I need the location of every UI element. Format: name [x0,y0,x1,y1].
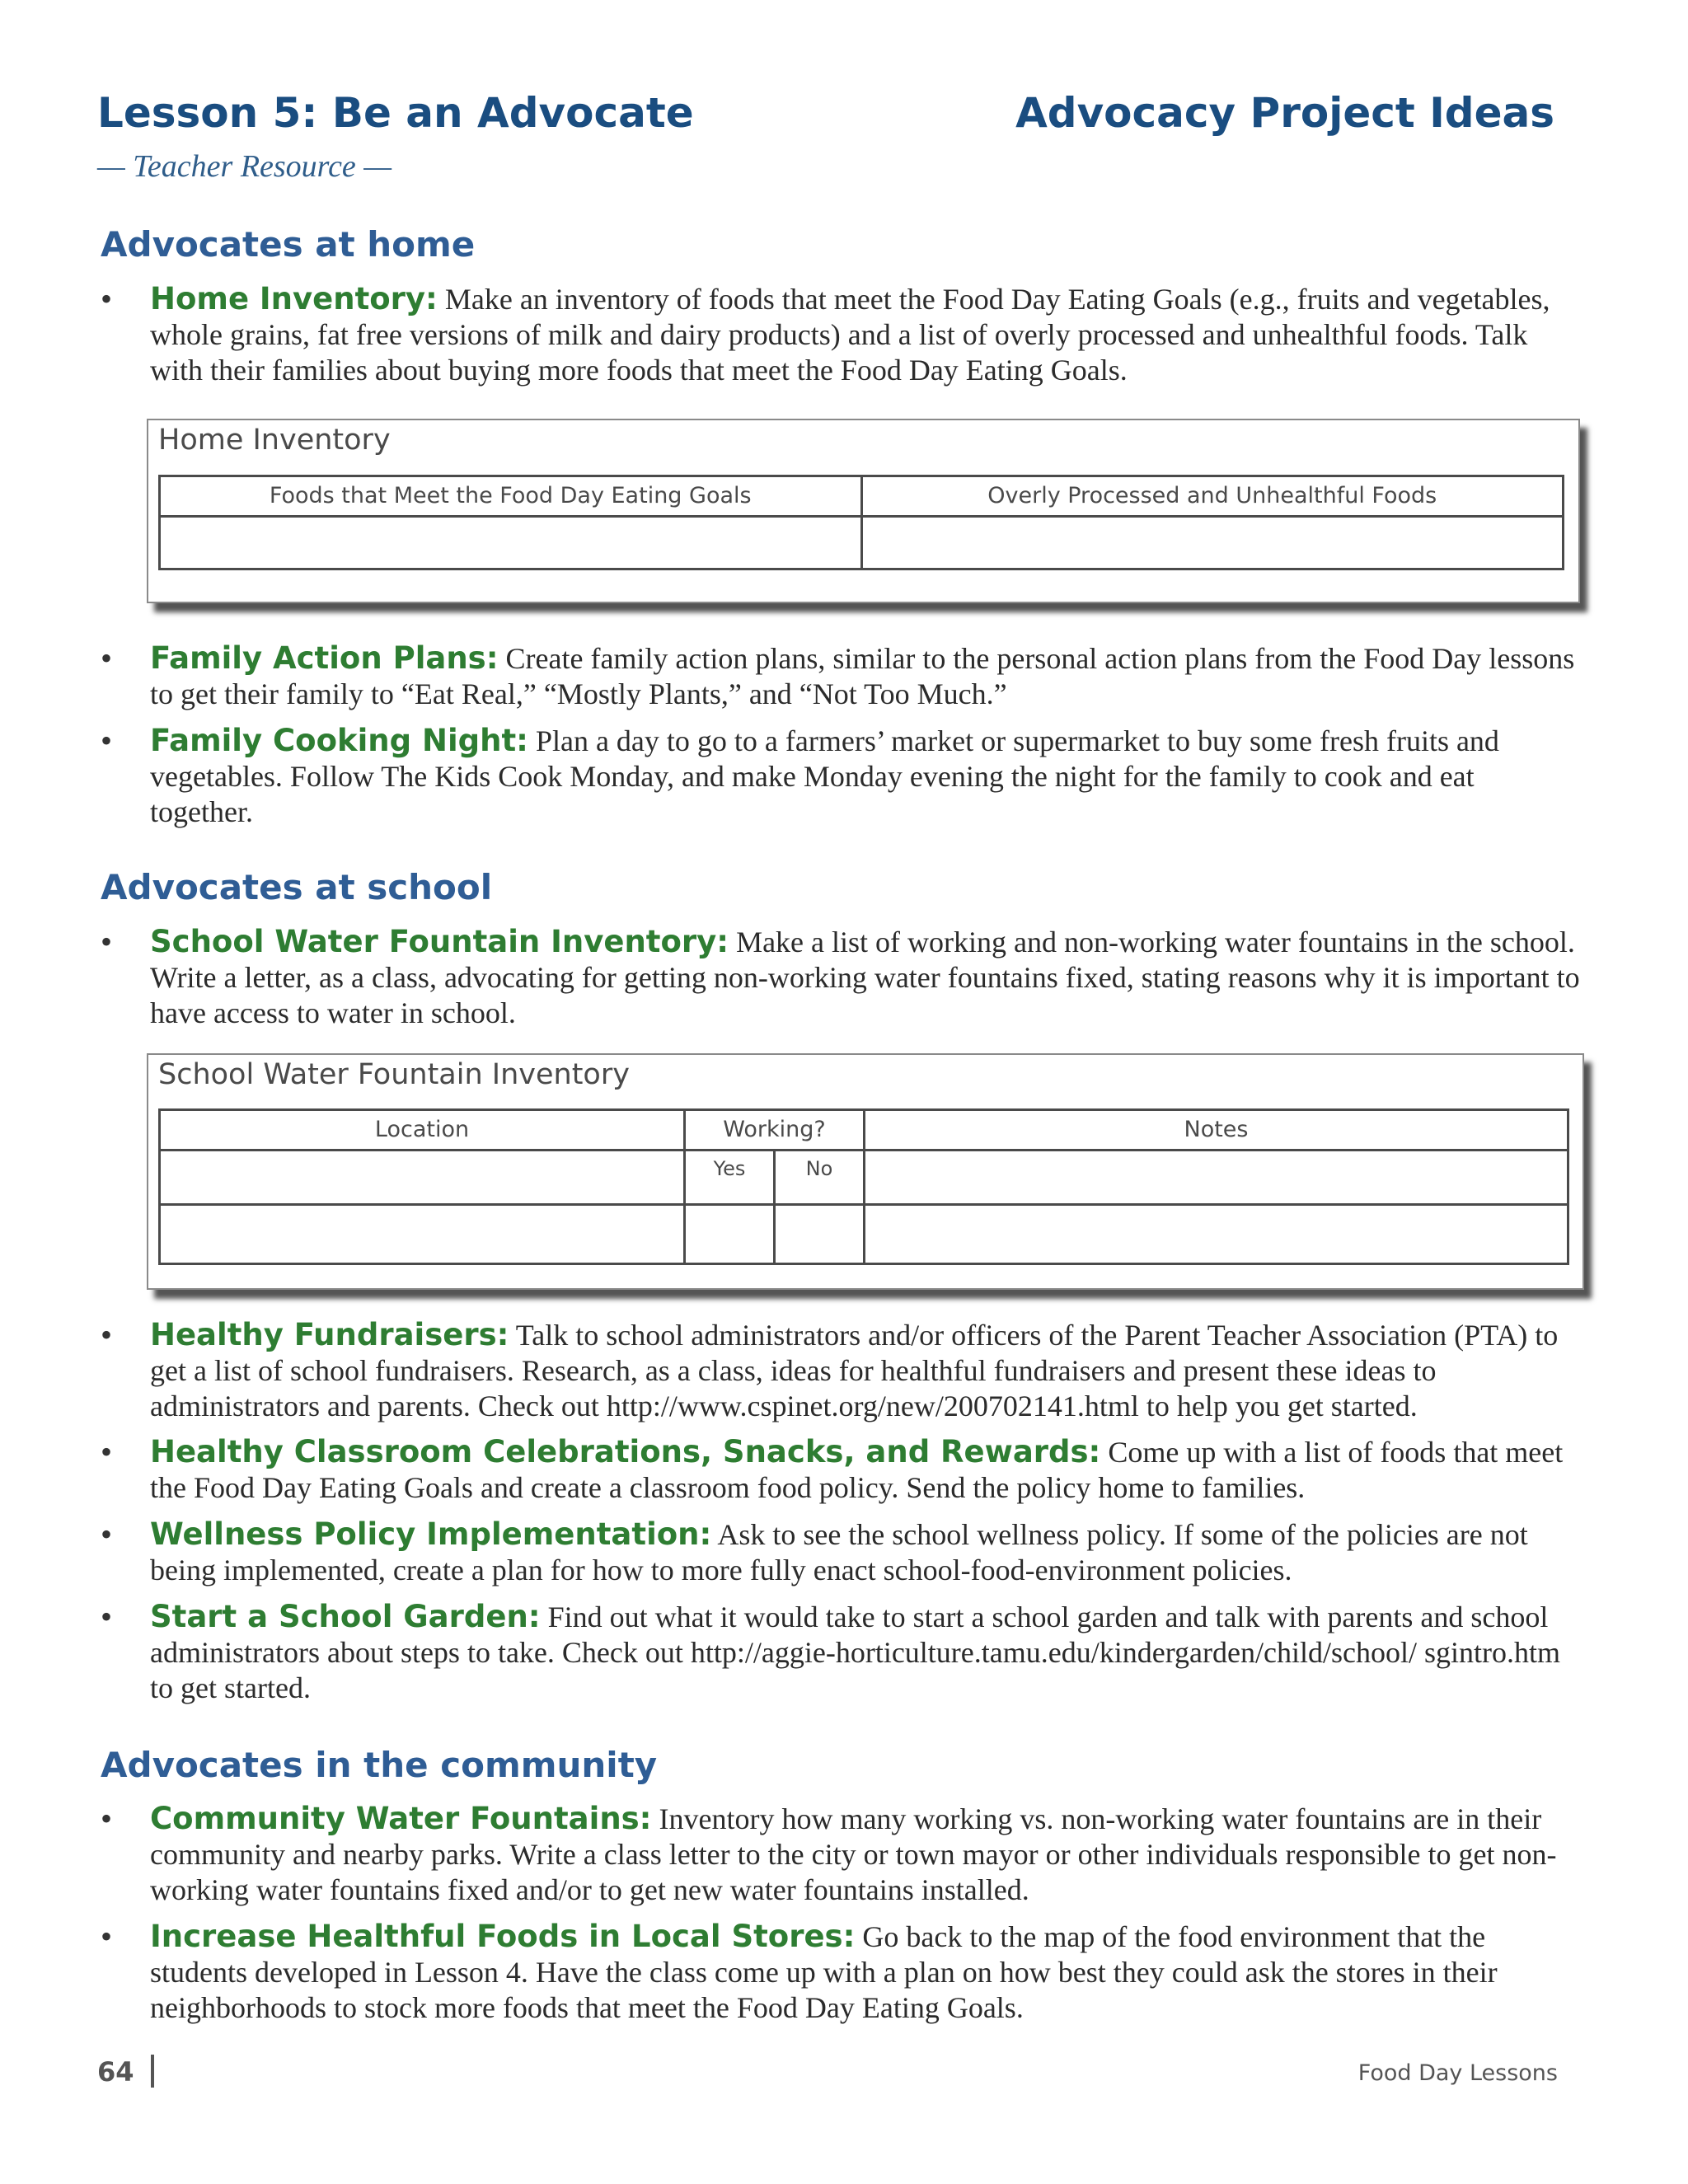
item-label: Community Water Fountains: [150,1801,652,1836]
list-item [101,1317,1584,1424]
bullet-icon: • [101,1800,113,1837]
bullet-icon: • [101,1433,113,1470]
bullet-icon: • [101,1918,113,1955]
item-text: Create family action plans, similar to the personal action plans from the Food Day lessons to get their family to “Eat Real,” “Mostly Plants,” and “Not Too Much.” [150,642,1575,710]
list-item [101,281,1584,388]
table-cell [160,1151,685,1205]
list-item [101,924,1584,1031]
item-text: Plan a day to go to a farmers’ market or supermarket to buy some fresh fruits and vegetables. Follow The Kids Cook Monday, and make Monday evening the night for the family to cook and eat together. [150,724,1499,828]
fountain-inventory-table [158,1108,1569,1265]
item-label: School Water Fountain Inventory: [150,924,729,959]
section-title-home: Advocates at home [101,224,476,265]
table-header: Overly Processed and Unhealthful Foods [861,476,1564,517]
panel-title: School Water Fountain Inventory [158,1058,630,1091]
item-text: Inventory how many working vs. non-working water fountains are in their community and nearby parks. Write a class letter to the city or town mayor or other individuals responsible to get non-working water fountains fixed and/or to get new water fountains installed. [150,1802,1557,1906]
bullet-icon: • [101,1316,113,1353]
table-cell [685,1205,775,1264]
bullet-icon: • [101,640,113,677]
table-cell [775,1205,865,1264]
page-title: Advocacy Project Ideas [1015,89,1554,137]
list-item [101,1919,1584,2026]
table-cell [160,1205,685,1264]
item-label: Increase Healthful Foods in Local Stores: [150,1919,856,1954]
table-header: Location [160,1110,685,1151]
bullet-icon: • [101,923,113,960]
list-item [101,1801,1584,1908]
list-item [101,1434,1584,1506]
item-label: Healthy Fundraisers: [150,1317,509,1352]
page-number: 64 [97,2056,134,2088]
list-item [101,1516,1584,1588]
table-subheader: No [775,1151,865,1205]
bullet-icon: • [101,1598,113,1635]
home-inventory-panel [147,419,1580,603]
list-item [101,1599,1584,1706]
table-cell [865,1205,1568,1264]
table-cell [861,517,1564,569]
item-label: Healthy Classroom Celebrations, Snacks, and Rewards: [150,1434,1101,1469]
bullet-icon: • [101,1516,113,1553]
teacher-resource-subtitle: — Teacher Resource — [97,149,392,184]
item-text: Make a list of working and non-working water fountains in the school. Write a letter, as a class, advocating for getting non-working water fountains fixed, stating reasons why it is important to have access to water in school. [150,926,1580,1029]
table-cell [160,517,862,569]
table-subheader: Yes [685,1151,775,1205]
item-text: Talk to school administrators and/or officers of the Parent Teacher Association (PTA) to get a list of school fundraisers. Research, as a class, ideas for healthful fundraisers and present these ideas to administrators and parents. Check out http://www.cspinet.org/new/200702141.html to help you get started. [150,1319,1559,1422]
bullet-icon: • [101,722,113,759]
item-text: Go back to the map of the food environment that the students developed in Lesson 4. Have the class come up with a plan on how best they could ask the stores in their neighborhoods to stock more foods that meet the Food Day Eating Goals. [150,1920,1498,2024]
item-text: Come up with a list of foods that meet the Food Day Eating Goals and create a classroom food policy. Send the policy home to families. [150,1436,1564,1504]
item-text: Ask to see the school wellness policy. If some of the policies are not being implemented, create a plan for how to more fully enact school-food-environment policies. [150,1518,1528,1586]
list-item [101,723,1584,830]
lesson-title: Lesson 5: Be an Advocate [97,89,694,137]
bullet-icon: • [101,280,113,317]
table-header: Foods that Meet the Food Day Eating Goals [160,476,862,517]
item-label: Family Action Plans: [150,640,499,676]
section-title-community: Advocates in the community [101,1745,658,1785]
footer-divider [151,2055,154,2088]
item-label: Family Cooking Night: [150,723,528,758]
item-text: Find out what it would take to start a school garden and talk with parents and school administrators about steps to take. Check out http://aggie-horticulture.tamu.edu/kindergarden/child/school/ sgintro.htm to get started. [150,1601,1560,1704]
publication-name: Food Day Lessons [1357,2060,1558,2086]
list-item [101,640,1584,712]
table-header: Working? [685,1110,865,1151]
item-label: Wellness Policy Implementation: [150,1516,712,1552]
home-inventory-table [158,475,1564,570]
table-header: Notes [865,1110,1568,1151]
section-title-school: Advocates at school [101,867,493,907]
fountain-inventory-panel [147,1053,1584,1290]
panel-title: Home Inventory [158,424,391,457]
table-cell [865,1151,1568,1205]
item-label: Home Inventory: [150,281,438,316]
item-text: Make an inventory of foods that meet the Food Day Eating Goals (e.g., fruits and vegetables, whole grains, fat free versions of milk and dairy products) and a list of overly processed and unhealthful foods. Talk with their families about buying more foods that meet the Food Day Eating Goals. [150,283,1550,387]
item-label: Start a School Garden: [150,1599,541,1634]
